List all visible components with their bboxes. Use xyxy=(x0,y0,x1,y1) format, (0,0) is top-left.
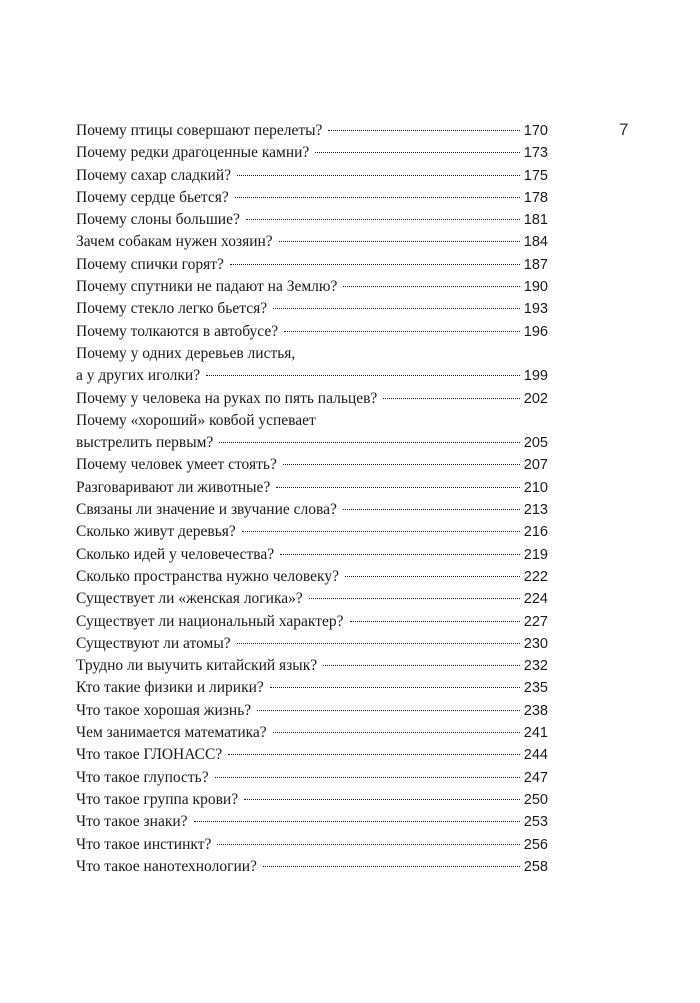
toc-entry-title: Почему сердце бьется? xyxy=(76,188,229,206)
toc-entry-title: Существует ли «женская логика»? xyxy=(76,590,303,608)
dot-leader xyxy=(257,710,520,711)
toc-entry-title: Сколько пространства нужно человеку? xyxy=(76,567,339,585)
toc-entry-title: Что такое инстинкт? xyxy=(76,835,212,853)
dot-leader xyxy=(273,732,520,733)
toc-entry-title: а у других иголки? xyxy=(76,367,201,385)
toc-entry-title: Что такое ГЛОНАСС? xyxy=(76,746,223,764)
toc-entry-line xyxy=(76,499,548,521)
toc-entry-line xyxy=(76,432,548,454)
toc-entry-page: 178 xyxy=(523,189,548,206)
toc-entry-page: 193 xyxy=(523,301,548,318)
toc-entry-page: 216 xyxy=(523,524,548,541)
dot-leader xyxy=(270,687,520,688)
toc-entry-page: 222 xyxy=(523,568,548,585)
toc-entry-line xyxy=(76,677,548,699)
toc-entry-title: Что такое знаки? xyxy=(76,813,188,831)
toc-entry-page: 199 xyxy=(523,368,548,385)
toc-entry[interactable] xyxy=(76,722,548,744)
toc-entry-line xyxy=(76,165,548,187)
dot-leader xyxy=(309,598,520,599)
toc-entry-line xyxy=(76,365,548,387)
dot-leader xyxy=(315,152,520,153)
toc-entry-title: Трудно ли выучить китайский язык? xyxy=(76,657,318,675)
dot-leader xyxy=(217,844,519,845)
toc-entry[interactable] xyxy=(76,677,548,699)
toc-entry[interactable] xyxy=(76,811,548,833)
toc-entry[interactable] xyxy=(76,633,548,655)
toc-entry[interactable] xyxy=(76,298,548,320)
toc-entry-line xyxy=(76,588,548,610)
toc-entry-title: Кто такие физики и лирики? xyxy=(76,679,264,697)
toc-entry-line xyxy=(76,477,548,499)
dot-leader xyxy=(194,821,520,822)
toc-entry-page: 175 xyxy=(523,167,548,184)
toc-entry-line xyxy=(76,187,548,209)
dot-leader xyxy=(350,621,520,622)
toc-entry-line xyxy=(76,254,548,276)
toc-entry[interactable] xyxy=(76,120,548,142)
toc-entry[interactable] xyxy=(76,744,548,766)
toc-entry-title: Почему спички горят? xyxy=(76,255,224,273)
dot-leader xyxy=(280,554,520,555)
toc-entry-title: Что такое нанотехнологии? xyxy=(76,857,257,875)
toc-entry[interactable] xyxy=(76,209,548,231)
toc-entry-line xyxy=(76,544,548,566)
toc-entry[interactable] xyxy=(76,789,548,811)
toc-entry-line xyxy=(76,700,548,722)
toc-entry-title: Сколько идей у человечества? xyxy=(76,545,275,563)
toc-entry-title: Почему стекло легко бьется? xyxy=(76,300,268,318)
toc-entry-title: Чем занимается математика? xyxy=(76,724,267,742)
dot-leader xyxy=(343,509,520,510)
toc-entry-title: Почему спутники не падают на Землю? xyxy=(76,278,338,296)
dot-leader xyxy=(244,799,520,800)
toc-entry-line xyxy=(76,388,548,410)
dot-leader xyxy=(323,665,520,666)
toc-entry-page: 258 xyxy=(523,858,548,875)
toc-entry-page: 224 xyxy=(523,591,548,608)
toc-entry-line xyxy=(76,834,548,856)
toc-entry-page: 170 xyxy=(523,123,548,139)
dot-leader xyxy=(237,643,520,644)
toc-entry-line xyxy=(76,321,548,343)
toc-entry-page: 253 xyxy=(523,814,548,831)
toc-entry-line xyxy=(76,298,548,320)
toc-entry-page: 238 xyxy=(523,702,548,719)
dot-leader xyxy=(237,175,520,176)
toc-entry-page: 173 xyxy=(523,145,548,162)
toc-entry-line xyxy=(76,566,548,588)
toc-entry-page: 219 xyxy=(523,546,548,563)
toc-entry-page: 232 xyxy=(523,658,548,675)
toc-entry-line xyxy=(76,722,548,744)
toc-entry-title: Почему сахар сладкий? xyxy=(76,166,232,184)
toc-entry-page: 181 xyxy=(523,212,548,229)
toc-entry-page: 247 xyxy=(523,769,548,786)
toc-entry-page: 196 xyxy=(523,323,548,340)
toc-entry-line xyxy=(76,789,548,811)
toc-entry-title: выстрелить первым? xyxy=(76,434,214,452)
toc-entry-line xyxy=(76,276,548,298)
dot-leader xyxy=(235,197,520,198)
toc-entry-line xyxy=(76,454,548,476)
toc-entry[interactable] xyxy=(76,231,548,253)
toc-entry-page: 202 xyxy=(523,390,548,407)
toc-entry-page: 205 xyxy=(523,435,548,452)
toc-entry[interactable] xyxy=(76,343,548,388)
toc-entry[interactable] xyxy=(76,254,548,276)
toc-entry-title: Что такое группа крови? xyxy=(76,790,239,808)
toc-entry-title: Зачем собакам нужен хозяин? xyxy=(76,233,273,251)
toc-entry[interactable] xyxy=(76,588,548,610)
toc-entry-page: 190 xyxy=(523,279,548,296)
toc-entry-line xyxy=(76,142,548,164)
toc-entry[interactable] xyxy=(76,521,548,543)
toc-entry-line xyxy=(76,611,548,633)
toc-entry-page: 256 xyxy=(523,836,548,853)
toc-entry[interactable] xyxy=(76,454,548,476)
toc-entry-page: 210 xyxy=(523,479,548,496)
toc-entry[interactable] xyxy=(76,410,548,455)
toc-entry-title: Почему «хороший» ковбой успевает xyxy=(76,411,316,429)
toc-entry-page: 207 xyxy=(523,457,548,474)
dot-leader xyxy=(242,531,520,532)
toc-entry-title: Почему птицы совершают перелеты? xyxy=(76,122,323,139)
toc-entry-title: Что такое хорошая жизнь? xyxy=(76,701,252,719)
toc-entry-title: Сколько живут деревья? xyxy=(76,523,236,541)
toc-entry[interactable] xyxy=(76,165,548,187)
toc-entry-line xyxy=(76,856,548,878)
toc-entry-page: 244 xyxy=(523,747,548,764)
toc-entry[interactable] xyxy=(76,767,548,789)
table-of-contents xyxy=(76,120,548,878)
toc-entry-line xyxy=(76,633,548,655)
toc-entry-title: Почему толкаются в автобусе? xyxy=(76,322,279,340)
toc-entry[interactable] xyxy=(76,321,548,343)
toc-entry-page: 250 xyxy=(523,791,548,808)
toc-entry-page: 235 xyxy=(523,680,548,697)
dot-leader xyxy=(230,264,520,265)
dot-leader xyxy=(283,464,520,465)
dot-leader xyxy=(343,286,519,287)
toc-entry[interactable] xyxy=(76,276,548,298)
toc-entry-title: Почему у человека на руках по пять пальцев? xyxy=(76,389,378,407)
toc-entry-line xyxy=(76,811,548,833)
toc-entry-title: Разговаривают ли животные? xyxy=(76,478,271,496)
dot-leader xyxy=(219,442,519,443)
toc-entry[interactable] xyxy=(76,856,548,878)
toc-entry-title: Существует ли национальный характер? xyxy=(76,612,344,630)
dot-leader xyxy=(206,375,520,376)
toc-entry[interactable] xyxy=(76,834,548,856)
toc-entry-page: 187 xyxy=(523,256,548,273)
toc-entry[interactable] xyxy=(76,544,548,566)
toc-entry-title: Что такое глупость? xyxy=(76,768,209,786)
toc-entry-page: 241 xyxy=(523,725,548,742)
toc-entry[interactable] xyxy=(76,388,548,410)
dot-leader xyxy=(276,487,519,488)
dot-leader xyxy=(345,576,520,577)
dot-leader xyxy=(246,219,520,220)
dot-leader xyxy=(383,398,520,399)
toc-entry-title: Почему у одних деревьев листья, xyxy=(76,344,296,362)
dot-leader xyxy=(284,331,520,332)
dot-leader xyxy=(328,130,519,131)
toc-entry-title: Существуют ли атомы? xyxy=(76,634,231,652)
dot-leader xyxy=(279,241,520,242)
toc-entry-page: 230 xyxy=(523,635,548,652)
toc-entry-page: 213 xyxy=(523,502,548,519)
toc-entry-page: 184 xyxy=(523,234,548,251)
toc-entry[interactable] xyxy=(76,655,548,677)
page-number: 7 xyxy=(619,120,629,139)
toc-entry-line xyxy=(76,231,548,253)
dot-leader xyxy=(273,308,520,309)
toc-entry-title: Почему слоны большие? xyxy=(76,211,240,229)
toc-entry[interactable] xyxy=(76,499,548,521)
dot-leader xyxy=(228,754,520,755)
dot-leader xyxy=(263,866,520,867)
toc-entry-line xyxy=(76,343,548,365)
toc-entry-title: Связаны ли значение и звучание слова? xyxy=(76,501,337,519)
toc-entry[interactable] xyxy=(76,187,548,209)
toc-entry-line xyxy=(76,209,548,231)
toc-entry-title: Почему редки драгоценные камни? xyxy=(76,144,310,162)
toc-entry-line xyxy=(76,521,548,543)
toc-entry[interactable] xyxy=(76,611,548,633)
toc-entry[interactable] xyxy=(76,700,548,722)
toc-entry-title: Почему человек умеет стоять? xyxy=(76,456,277,474)
toc-entry-line xyxy=(76,744,548,766)
toc-entry[interactable] xyxy=(76,477,548,499)
toc-entry-line xyxy=(76,767,548,789)
toc-entry[interactable] xyxy=(76,142,548,164)
toc-entry-line xyxy=(76,655,548,677)
toc-entry-line xyxy=(76,120,548,142)
toc-entry-line xyxy=(76,410,548,432)
dot-leader xyxy=(215,777,520,778)
toc-entry-page: 227 xyxy=(523,613,548,630)
toc-entry[interactable] xyxy=(76,566,548,588)
